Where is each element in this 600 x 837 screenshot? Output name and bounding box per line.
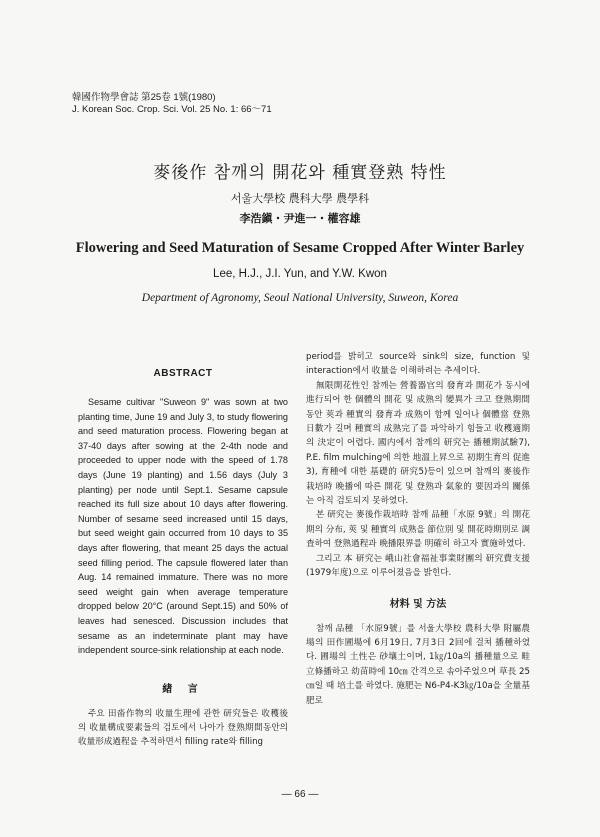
- journal-citation-korean: 韓國作物學會誌 第25卷 1號(1980): [72, 92, 216, 103]
- right-column: [306, 350, 530, 708]
- journal-citation-english: J. Korean Soc. Crop. Sci. Vol. 25 No. 1: 66～71: [72, 104, 272, 115]
- materials-methods-text: 참깨 品種 「水原9號」를 서울大學校 農科大學 附屬農場의 田作圃場에 6月19日, 7月3日 2回에 걸쳐 播種하였다. 圃場의 土性은 砂壤土이며, 1㎏/10a의 播種量으로 畦立條播하고 幼苗時에 10㎝ 간격으로 솎아주었으며 草長 25㎝일 때 培土를 하였다. 施肥는 N6-P4-K3㎏/10a을 全量基肥로: [306, 623, 530, 706]
- intro-paragraph-continued: period를 밝히고 source와 sink의 size, function 및 interaction에서 收量을 이해하려는 추세이다.: [306, 352, 530, 377]
- intro-paragraph-3: 본 研究는 麥後作栽培時 참깨 品種「水原 9號」의 開花期의 分布, 莢 및 種實의 成熟을 節位別 및 開花時期別로 調査하여 登熟過程과 晩播限界를 明確히 하고자 實施하였다.: [306, 510, 530, 550]
- intro-paragraph-2: 無限開花性인 참깨는 營養器官의 發育과 開花가 동시에 進行되어 한 個體의 開花 및 成熟의 變異가 크고 登熟期間 동안 莢과 種實의 發育과 成熟이 함께 일어나 個體當 登熟日數가 길며 種實의 成熟完了를 파악하기 힘들고 收穫適期의 決定이 어렵다. 國内에서 참깨의 研究는 播種期試驗7), P.E. film mulching에 의한 地溫上昇으로 初期生育의 促進3), 育種에 대한 基礎的 研究5)등이 있으며 참깨의 麥後作 栽培時 晩播에 따른 開花 및 登熟과 氣象的 要因과의 關係는 아직 검토되지 못하였다.: [306, 380, 530, 507]
- authors-korean: 李浩鎭・尹進一・權容雄: [239, 212, 361, 225]
- affiliation-english: Department of Agronomy, Seoul National University, Suweon, Korea: [141, 292, 459, 304]
- paper-title-korean: 麥後作 참깨의 開花와 種實登熟 特性: [153, 163, 447, 183]
- affiliation-korean: 서울大學校 農科大學 農學科: [230, 192, 370, 205]
- introduction-text: 주요 田畓作物의 收量生理에 관한 研究들은 收穫後의 收量構成要素들의 검토에서 나아가 登熟期間동안의 收量形成過程을 추적하면서 filling rate와 filling: [78, 708, 288, 747]
- authors-english: Lee, H.J., J.I. Yun, and Y.W. Kwon: [213, 268, 387, 280]
- paper-title-english: Flowering and Seed Maturation of Sesame Cropped After Winter Barley: [75, 240, 525, 256]
- page-number: — 66 —: [281, 789, 319, 800]
- journal-citation: [72, 92, 272, 116]
- materials-methods-heading: 材料 및 方法: [389, 598, 447, 610]
- abstract-heading: ABSTRACT: [153, 368, 213, 379]
- abstract-text: Sesame cultivar "Suweon 9" was sown at two planting time, June 19 and July 3, to study flowering and seed maturation process. Flowering began at 37-40 days after sowing at the 2-4th node and proceeded to upper node with the speed of 1.78 days (June 19 planting) and 1.56 days (July 3 planting) per node until Sept.1. Sesame capsule reached its full size about 10 days after flowering. Number of sesame seed increased until 15 days, but seed weight gain occurred from 10 days to 35 days after flowering, that meant 25 days the actual seed filling period. The capsule flowered later than Aug. 14 remained immature. There was no more seed weight gain when average temperature dropped below 20°C (around Sept.15) and 50% of leaves had senesced. Discussion includes that sesame as an indeterminate plant may have independent source-sink relationship at each node.: [78, 397, 288, 656]
- acknowledgement-paragraph: 그리고 本 研究는 峨山社會福祉事業財團의 研究費支援(1979年度)으로 이루어졌음을 밝힌다.: [306, 553, 530, 579]
- left-column: [78, 350, 288, 749]
- introduction-heading: 緖 言: [162, 683, 204, 695]
